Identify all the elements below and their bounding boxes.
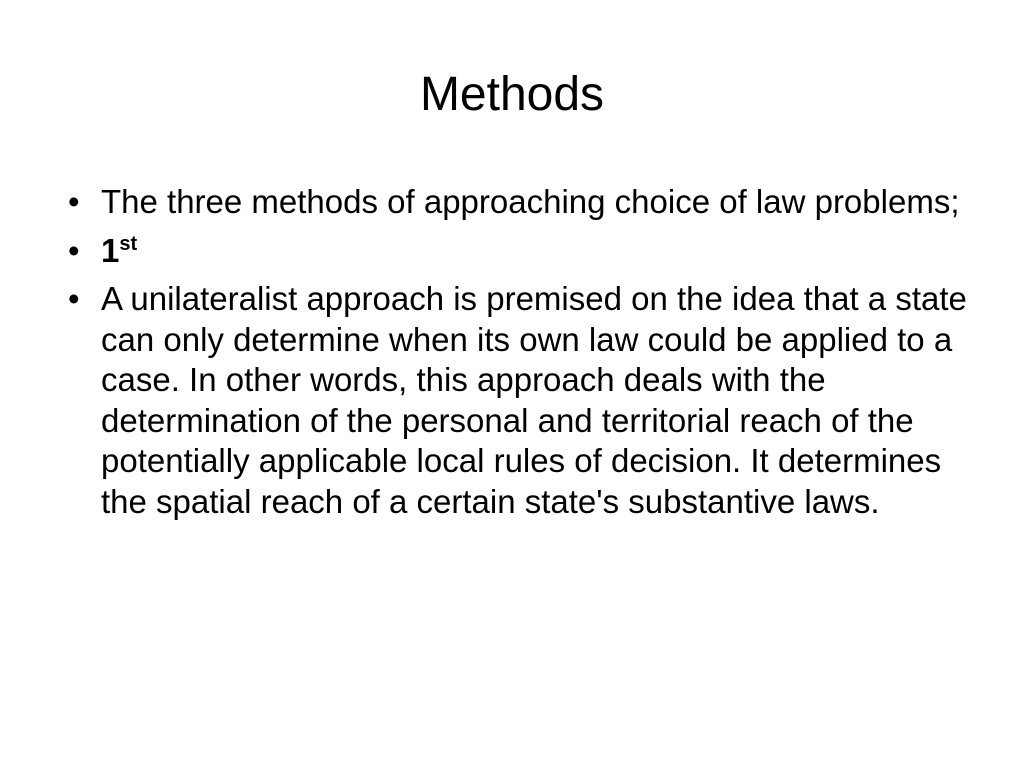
bullet-item [68,279,968,522]
bullet-dot-icon: • [68,231,80,269]
bullet-list [68,182,968,530]
bullet-item [68,182,968,223]
bullet-dot-icon: • [68,183,80,220]
ordinal-number: 1 [101,231,120,269]
ordinal-suffix: st [119,232,138,255]
bullet-ordinal [101,232,137,269]
bullet-text: A unilateralist approach is premised on the idea that a state can only determine when its own law could be applied to a case. In other words, this approach deals with the determination of the personal and territorial reach of the potentially applicable local rules of decision. It determines the spatial reach of a certain state's substantive laws. [101,280,967,520]
bullet-dot-icon: • [68,280,80,317]
bullet-item [68,231,968,272]
slide-title: Methods [419,68,605,121]
bullet-text: The three methods of approaching choice of law problems; [101,183,960,220]
